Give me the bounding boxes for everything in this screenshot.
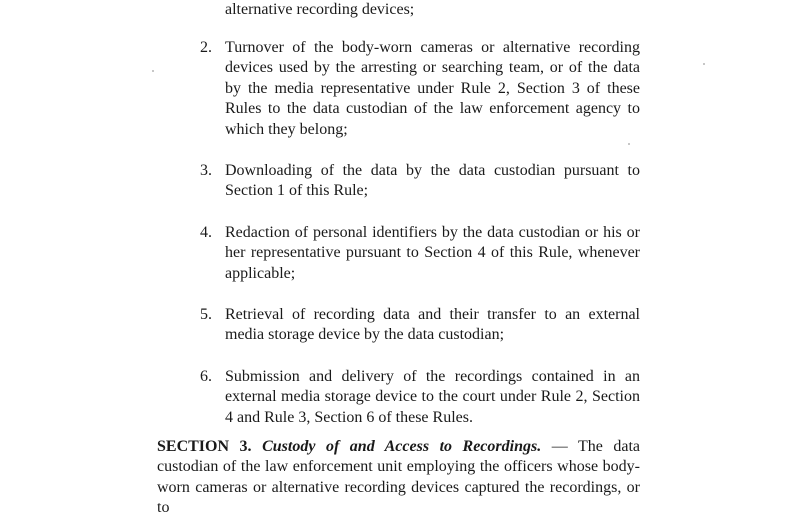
list-item xyxy=(200,38,640,140)
section-title: Custody of and Access to Recordings. xyxy=(262,438,542,455)
scan-speck xyxy=(152,70,154,72)
list-item-text: Redaction of personal identifiers by the data custodian or his or her representative pursuant to Section 4 of this Rule, whenever applicable; xyxy=(225,223,640,282)
list-item-text: Submission and delivery of the recordings contained in an external media storage device to the court under Rule 2, Section 4 and Rule 3, Section 6 of these Rules. xyxy=(225,367,640,426)
list-item-number: 3. xyxy=(200,162,212,180)
section-heading: SECTION 3. xyxy=(157,438,252,455)
list-item xyxy=(200,367,640,428)
list-item-number: 2. xyxy=(200,39,212,56)
list-item xyxy=(200,305,640,346)
section-3-paragraph xyxy=(157,437,640,519)
list-item-number: 5. xyxy=(200,306,212,324)
previous-item-continuation: alternative recording devices; xyxy=(225,1,415,18)
list-item-number: 6. xyxy=(200,367,212,385)
scan-speck xyxy=(628,143,630,145)
section-body: — The data custodian of the law enforcement unit employing the officers whose body-worn cameras or alternative recording devices captured the recordings, or to xyxy=(157,438,641,517)
list-item-text: Downloading of the data by the data custodian pursuant to Section 1 of this Rule; xyxy=(225,162,640,200)
list-item-text: Turnover of the body-worn cameras or alternative recording devices used by the arresting or searching team, or of the data by the media representative under Rule 2, Section 3 of these Rules to the data custodian of the law enforcement agency to which they belong; xyxy=(225,39,640,138)
scan-speck xyxy=(703,63,705,65)
procedure-steps-list xyxy=(200,38,640,449)
list-item xyxy=(200,223,640,284)
list-item-number: 4. xyxy=(200,223,212,241)
list-item xyxy=(200,161,640,202)
list-item-text: Retrieval of recording data and their transfer to an external media storage device by the data custodian; xyxy=(225,306,640,344)
